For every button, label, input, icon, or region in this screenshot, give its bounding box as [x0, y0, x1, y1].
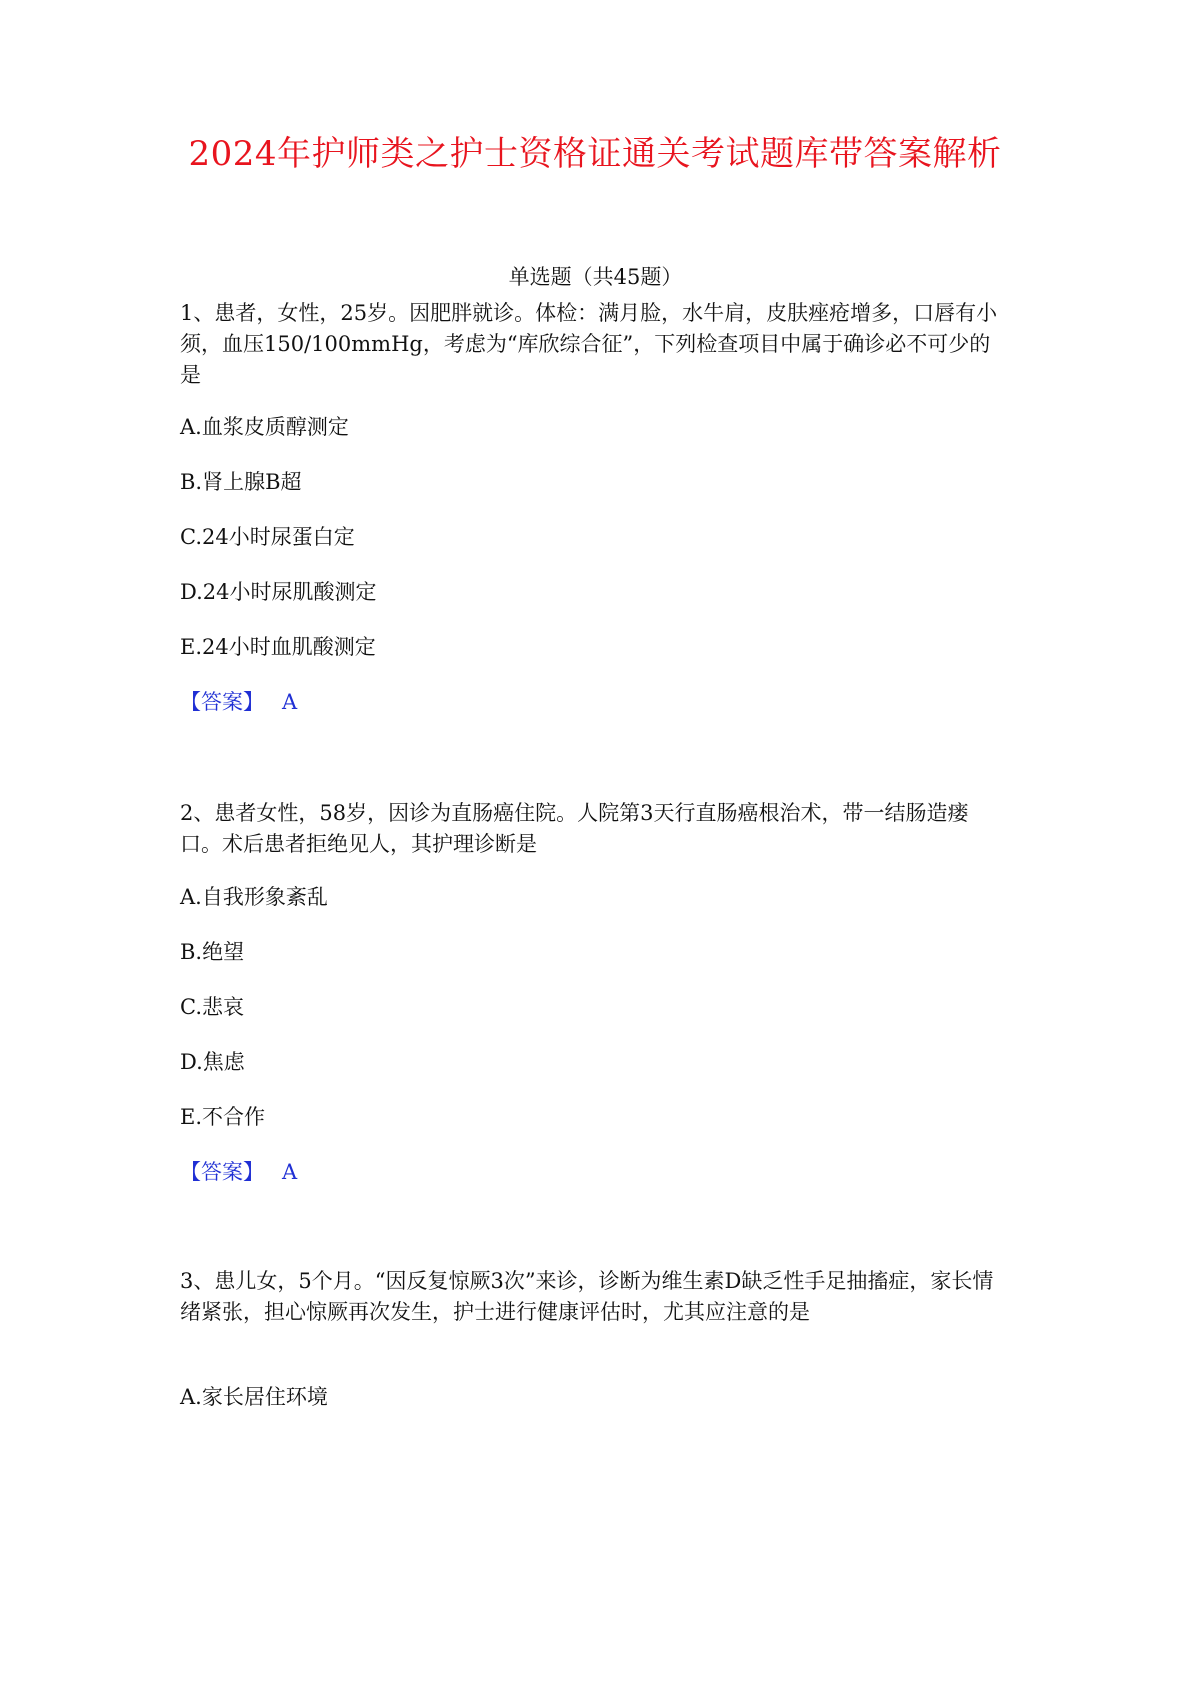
- question-3: [180, 1266, 1010, 1328]
- option-b: B.绝望: [180, 940, 245, 964]
- option-c: C.悲哀: [180, 995, 244, 1019]
- option-e: E.24小时血肌酸测定: [180, 635, 376, 659]
- answer-row: [180, 687, 297, 717]
- option-c: C.24小时尿蛋白定: [180, 525, 355, 549]
- option-b: B.肾上腺B超: [180, 470, 302, 494]
- option-e: E.不合作: [180, 1105, 266, 1129]
- option-d: D.焦虑: [180, 1050, 245, 1074]
- answer-row: [180, 1157, 297, 1187]
- question-stem: 2、患者女性，58岁，因诊为直肠癌住院。人院第3天行直肠癌根治术，带一结肠造瘘口。术后患者拒绝见人，其护理诊断是: [180, 801, 969, 856]
- question-2: [180, 798, 1010, 860]
- question-stem: 1、患者，女性，25岁。因肥胖就诊。体检：满月脸，水牛肩，皮肤痤疮增多，口唇有小须，血压150/100mmHg，考虑为“库欣综合征”，下列检查项目中属于确诊必不可少的是: [180, 301, 998, 387]
- option-a: A.家长居住环境: [180, 1385, 328, 1409]
- option-a: A.自我形象紊乱: [180, 885, 328, 909]
- answer-label: 【答案】: [180, 690, 264, 714]
- option-a: A.血浆皮质醇测定: [180, 415, 349, 439]
- section-heading: 单选题（共45题）: [508, 265, 683, 289]
- answer-value: A: [282, 1160, 298, 1184]
- question-1: [180, 298, 1010, 391]
- answer-label: 【答案】: [180, 1160, 264, 1184]
- option-d: D.24小时尿肌酸测定: [180, 580, 377, 604]
- answer-value: A: [282, 690, 298, 714]
- question-stem: 3、患儿女，5个月。“因反复惊厥3次”来诊，诊断为维生素D缺乏性手足抽搐症，家长情绪紧张，担心惊厥再次发生，护士进行健康评估时，尤其应注意的是: [180, 1269, 994, 1324]
- document-title: 2024年护师类之护士资格证通关考试题库带答案解析: [188, 134, 1002, 174]
